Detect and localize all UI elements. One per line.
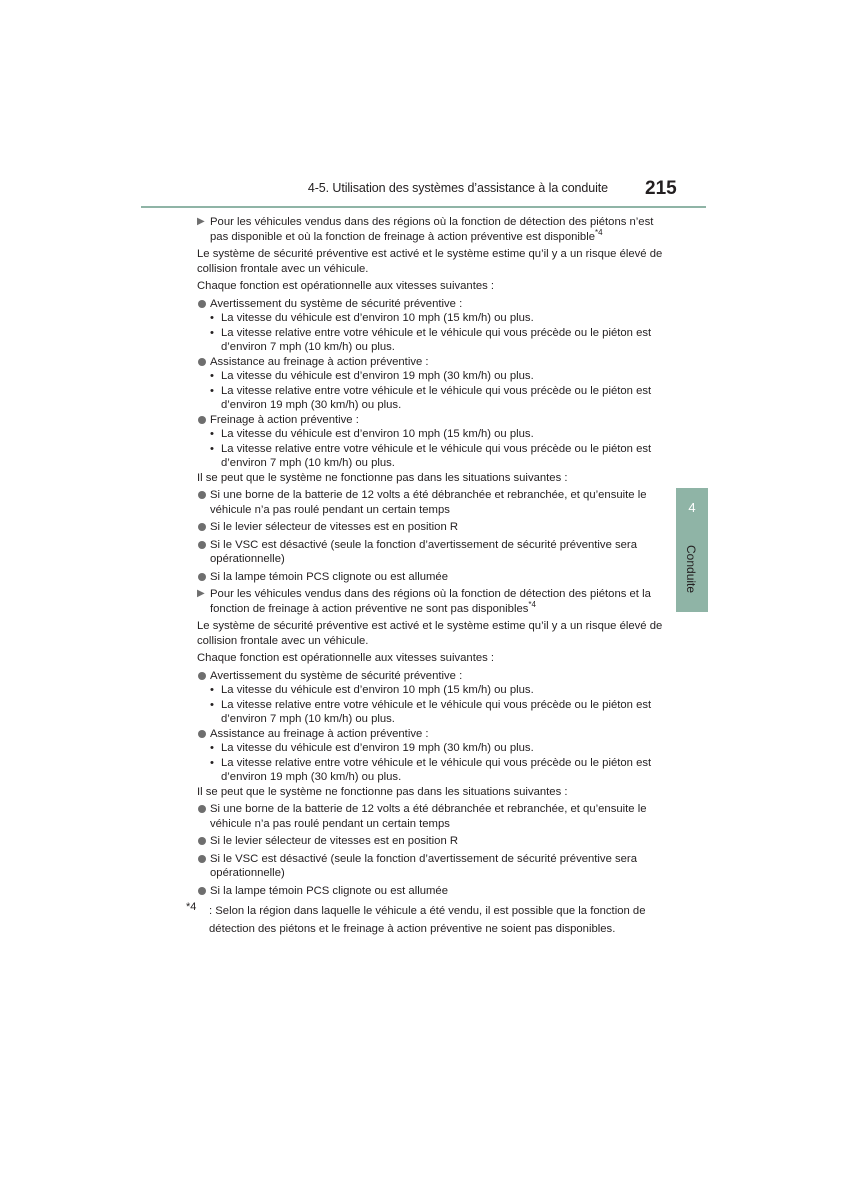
bullet-dot-icon (198, 358, 206, 366)
sub-item: • La vitesse du véhicule est d’environ 19 mph (30 km/h) ou plus. (210, 742, 534, 754)
condition-item: Si la lampe témoin PCS clignote ou est allumée (197, 570, 663, 585)
footnote-marker: *4 (186, 901, 197, 913)
speeds-intro: Chaque fonction est opérationnelle aux vitesses suivantes : (197, 280, 495, 292)
header-rule (141, 206, 706, 208)
page-header (0, 0, 848, 210)
bullet-dot-icon (198, 672, 206, 680)
triangle-icon: ▶ (197, 216, 205, 227)
bullet-dot-icon (198, 523, 206, 531)
bullet-dot-icon (198, 855, 206, 863)
function-item: Assistance au freinage à action préventive : (197, 727, 663, 742)
footnote-ref: *4 (594, 227, 603, 237)
function-item: Avertissement du système de sécurité préventive : (197, 297, 663, 312)
footnote-ref: *4 (528, 599, 536, 609)
sub-item: • La vitesse relative entre votre véhicule et le véhicule qui vous précède ou le piéton est d’environ 7 mph (10 km/h) ou plus. (210, 698, 652, 725)
condition-item: Si le VSC est désactivé (seule la fonction d’avertissement de sécurité préventive sera opérationnelle) (197, 538, 663, 567)
function-item: Assistance au freinage à action préventive : (197, 355, 663, 370)
bullet-dot-icon (198, 491, 206, 499)
bullet-dot-icon (198, 730, 206, 738)
bullet-dot-icon (198, 837, 206, 845)
condition-item: Si le VSC est désactivé (seule la fonction d’avertissement de sécurité préventive sera opérationnelle) (197, 852, 663, 881)
sub-item: • La vitesse relative entre votre véhicule et le véhicule qui vous précède ou le piéton est d’environ 7 mph (10 km/h) ou plus. (210, 442, 652, 469)
page-number: 215 (645, 178, 677, 199)
function-item: Freinage à action préventive : (197, 413, 663, 428)
condition-item: Si la lampe témoin PCS clignote ou est allumée (197, 884, 663, 899)
region-heading: ▶ Pour les véhicules vendus dans des régions où la fonction de détection des piétons et la fonction de freinage à action préventive ne sont pas disponibles$^{*4}$ (197, 588, 651, 615)
conditions-intro: Il se peut que le système ne fonctionne pas dans les situations suivantes : (197, 471, 568, 484)
sub-item: • La vitesse du véhicule est d’environ 10 mph (15 km/h) ou plus. (210, 312, 534, 324)
function-item: Avertissement du système de sécurité préventive : (197, 669, 663, 684)
bullet-dot-icon (198, 887, 206, 895)
condition-item: Si le levier sélecteur de vitesses est en position R (197, 834, 663, 849)
bullet-dot-icon (198, 805, 206, 813)
speeds-intro: Chaque fonction est opérationnelle aux vitesses suivantes : (197, 652, 495, 664)
sub-item: • La vitesse du véhicule est d’environ 10 mph (15 km/h) ou plus. (210, 684, 534, 696)
condition-item: Si le levier sélecteur de vitesses est en position R (197, 520, 663, 535)
intro-text: Le système de sécurité préventive est activé et le système estime qu’il y a un risque élevé de collision frontale avec un véhicule. (197, 620, 663, 647)
bullet-dot-icon (198, 416, 206, 424)
sub-item: • La vitesse relative entre votre véhicule et le véhicule qui vous précède ou le piéton est d’environ 19 mph (30 km/h) ou plus. (210, 384, 652, 411)
conditions-intro: Il se peut que le système ne fonctionne pas dans les situations suivantes : (197, 785, 568, 798)
triangle-icon: ▶ (197, 588, 205, 599)
sub-item: • La vitesse relative entre votre véhicule et le véhicule qui vous précède ou le piéton est d’environ 7 mph (10 km/h) ou plus. (210, 326, 652, 353)
bullet-dot-icon (198, 573, 206, 581)
sub-item: • La vitesse du véhicule est d’environ 10 mph (15 km/h) ou plus. (210, 428, 534, 440)
chapter-label: Conduite (684, 545, 698, 594)
bullet-dot-icon (198, 541, 206, 549)
intro-text: Le système de sécurité préventive est activé et le système estime qu’il y a un risque élevé de collision frontale avec un véhicule. (197, 248, 663, 275)
condition-item: Si une borne de la batterie de 12 volts a été débranchée et rebranchée, et qu’ensuite le véhicule n’a pas roulé pendant un certain temps (197, 802, 663, 831)
bullet-dot-icon (198, 300, 206, 308)
sub-item: • La vitesse du véhicule est d’environ 19 mph (30 km/h) ou plus. (210, 370, 534, 382)
footnote (186, 901, 663, 938)
condition-item: Si une borne de la batterie de 12 volts a été débranchée et rebranchée, et qu’ensuite le véhicule n’a pas roulé pendant un certain temps (197, 488, 663, 517)
region-heading: ▶ Pour les véhicules vendus dans des régions où la fonction de détection des piétons n’est pas disponible et où la fonction de freinage à action préventive est disponible$^{*4}$ (197, 216, 654, 243)
section-title: 4-5. Utilisation des systèmes d’assistance à la conduite (307, 181, 608, 195)
sub-item: • La vitesse relative entre votre véhicule et le véhicule qui vous précède ou le piéton est d’environ 19 mph (30 km/h) ou plus. (210, 756, 652, 783)
chapter-number: 4 (688, 500, 696, 515)
footnote-text: : Selon la région dans laquelle le véhicule a été vendu, il est possible que la fonction de détection des piétons et le freinage à action préventive ne soient pas disponibles. (209, 905, 646, 935)
main-content (186, 215, 663, 938)
